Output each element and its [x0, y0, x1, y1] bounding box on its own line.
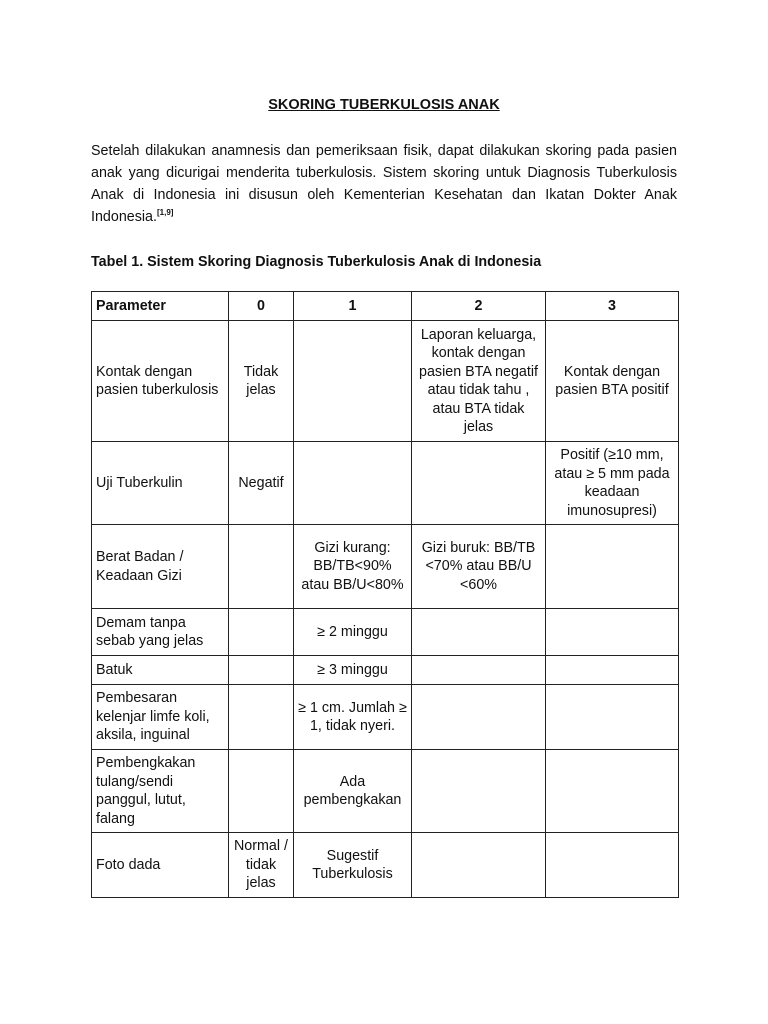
cell-score-0 [229, 656, 294, 685]
cell-score-1 [294, 442, 412, 525]
cell-score-0 [229, 525, 294, 609]
cell-parameter: Berat Badan / Keadaan Gizi [92, 525, 229, 609]
cell-parameter: Demam tanpa sebab yang jelas [92, 609, 229, 656]
cell-score-1 [294, 321, 412, 442]
cell-score-3 [546, 833, 679, 898]
cell-parameter: Batuk [92, 656, 229, 685]
scoring-table [91, 291, 679, 898]
cell-score-0 [229, 609, 294, 656]
intro-text: Setelah dilakukan anamnesis dan pemeriksaan fisik, dapat dilakukan skoring pada pasien anak yang dicurigai menderita tuberkulosis. Sistem skoring untuk Diagnosis Tuberkulosis Anak di Indonesia ini disusun oleh Kementerian Kesehatan dan Ikatan Dokter Anak Indonesia. [91, 143, 677, 225]
cell-score-1: ≥ 3 minggu [294, 656, 412, 685]
cell-parameter: Pembengkakan tulang/sendi panggul, lutut, falang [92, 750, 229, 833]
table-row-kontak [92, 321, 679, 442]
cell-score-1: Sugestif Tuberkulosis [294, 833, 412, 898]
cell-parameter: Uji Tuberkulin [92, 442, 229, 525]
table-row-uji-tuberkulin [92, 442, 679, 525]
table-row-batuk [92, 656, 679, 685]
cell-score-0: Tidak jelas [229, 321, 294, 442]
cell-score-2 [412, 833, 546, 898]
cell-score-2 [412, 656, 546, 685]
table-row-demam [92, 609, 679, 656]
cell-score-1: Ada pembengkakan [294, 750, 412, 833]
cell-score-2 [412, 442, 546, 525]
cell-score-3 [546, 525, 679, 609]
cell-score-3 [546, 685, 679, 750]
cell-score-2 [412, 609, 546, 656]
cell-parameter: Foto dada [92, 833, 229, 898]
document-title: SKORING TUBERKULOSIS ANAK [268, 97, 500, 113]
cell-parameter: Pembesaran kelenjar limfe koli, aksila, inguinal [92, 685, 229, 750]
cell-score-1: Gizi kurang: BB/TB<90% atau BB/U<80% [294, 525, 412, 609]
table-row-foto-dada [92, 833, 679, 898]
cell-score-2 [412, 685, 546, 750]
cell-score-0 [229, 685, 294, 750]
cell-score-3 [546, 750, 679, 833]
cell-score-2: Gizi buruk: BB/TB <70% atau BB/U <60% [412, 525, 546, 609]
cell-score-1: ≥ 2 minggu [294, 609, 412, 656]
cell-score-3 [546, 656, 679, 685]
cell-score-0: Normal / tidak jelas [229, 833, 294, 898]
cell-score-3: Positif (≥10 mm, atau ≥ 5 mm pada keadaan imunosupresi) [546, 442, 679, 525]
cell-score-3 [546, 609, 679, 656]
table-row-kelenjar-limfe [92, 685, 679, 750]
intro-paragraph [91, 140, 677, 228]
table-row-berat-badan [92, 525, 679, 609]
table-caption: Tabel 1. Sistem Skoring Diagnosis Tuberkulosis Anak di Indonesia [91, 254, 542, 270]
cell-score-0: Negatif [229, 442, 294, 525]
header-score-3: 3 [546, 292, 679, 321]
header-parameter: Parameter [92, 292, 229, 321]
header-score-0: 0 [229, 292, 294, 321]
intro-reference: [1,9] [156, 208, 174, 217]
header-score-1: 1 [294, 292, 412, 321]
cell-score-0 [229, 750, 294, 833]
cell-score-2: Laporan keluarga, kontak dengan pasien BTA negatif atau tidak tahu , atau BTA tidak jelas [412, 321, 546, 442]
cell-score-1: ≥ 1 cm. Jumlah ≥ 1, tidak nyeri. [294, 685, 412, 750]
table-row-pembengkakan [92, 750, 679, 833]
cell-parameter: Kontak dengan pasien tuberkulosis [92, 321, 229, 442]
cell-score-3: Kontak dengan pasien BTA positif [546, 321, 679, 442]
document-page [91, 96, 677, 892]
table-header-row [92, 292, 679, 321]
header-score-2: 2 [412, 292, 546, 321]
cell-score-2 [412, 750, 546, 833]
